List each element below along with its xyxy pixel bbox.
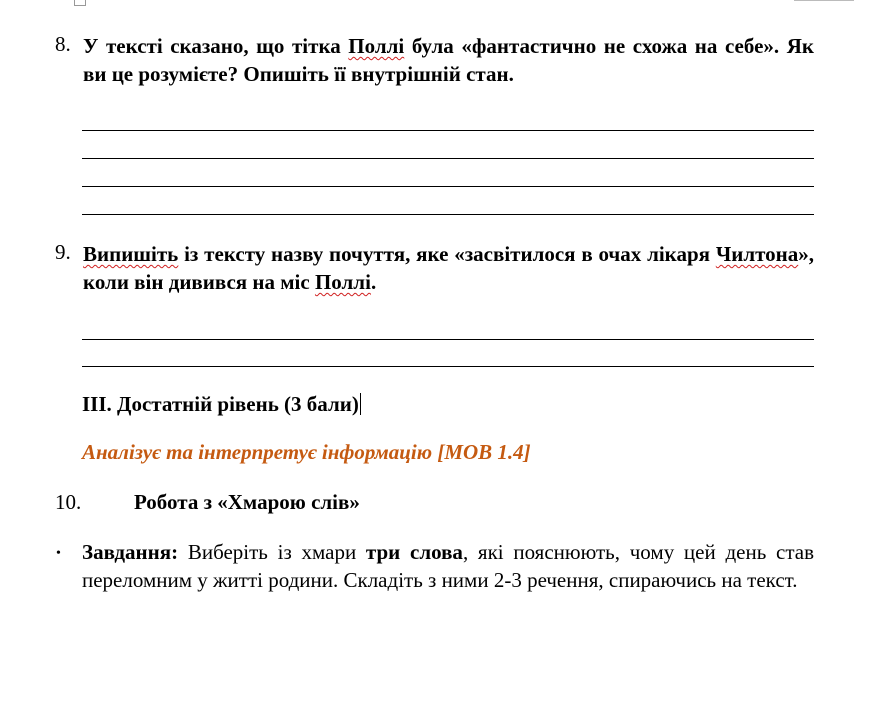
- spellcheck-word[interactable]: Чилтона: [715, 242, 799, 266]
- task-paragraph[interactable]: Завдання: Виберіть із хмари три слова, які пояснюють, чому цей день став переломним у житті родини. Складіть з ними 2-3 речення, спираючись на текст.: [82, 540, 814, 592]
- question-8-text[interactable]: У тексті сказано, що тітка Поллі була «фантастично не схожа на себе». Як ви це розумієте? Опишіть її внутрішній стан.: [83, 34, 814, 86]
- question-10-title[interactable]: Робота з «Хмарою слів»: [134, 490, 360, 514]
- answer-line-8-2[interactable]: [82, 158, 814, 159]
- bullet-icon: •: [56, 546, 61, 561]
- skill-label: Аналізує та інтерпретує інформацію [МОВ 1.4]: [82, 440, 531, 464]
- answer-line-9-2[interactable]: [82, 366, 814, 367]
- spellcheck-word[interactable]: Випишіть: [83, 242, 179, 266]
- answer-line-8-1[interactable]: [82, 130, 814, 131]
- task-emphasis: три слова: [365, 540, 463, 564]
- answer-line-9-1[interactable]: [82, 339, 814, 340]
- spellcheck-word[interactable]: Поллі: [348, 34, 405, 58]
- spellcheck-word[interactable]: Поллі: [314, 270, 371, 294]
- question-9-number: 9.: [55, 240, 71, 264]
- text-cursor: [360, 393, 361, 415]
- page-corner-marker: [74, 0, 86, 6]
- page-edge-marker: [794, 0, 854, 5]
- question-9-text[interactable]: Випишіть із тексту назву почуття, яке «засвітилося в очах лікаря Чилтона», коли він дивився на міс Поллі.: [83, 242, 814, 294]
- answer-line-8-4[interactable]: [82, 214, 814, 215]
- task-label: Завдання:: [82, 540, 179, 564]
- question-10-number: 10.: [55, 490, 82, 514]
- answer-line-8-3[interactable]: [82, 186, 814, 187]
- level-heading[interactable]: ІІІ. Достатній рівень (3 бали): [82, 392, 359, 416]
- question-8-number: 8.: [55, 32, 71, 56]
